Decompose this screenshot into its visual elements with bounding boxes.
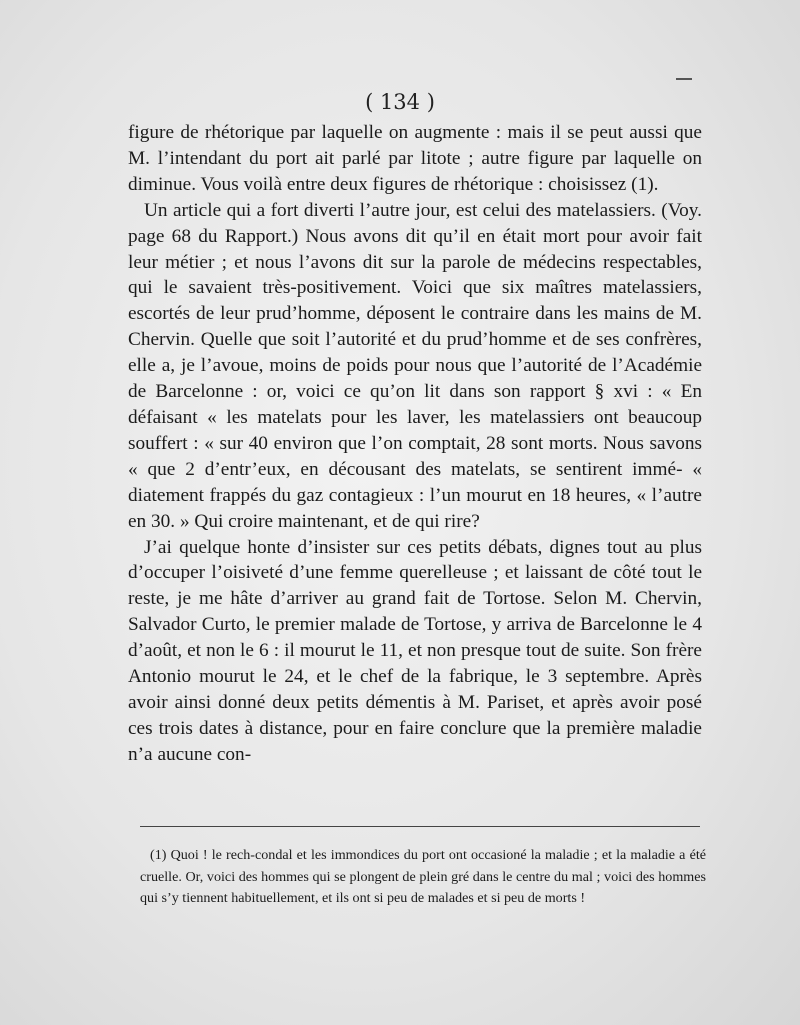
paragraph-2: Un article qui a fort diverti l’autre jour, est celui des matelassiers. (Voy. page 68 du Rapport.) Nous avons dit qu’il en était mort pour avoir fait leur métier ; et nous l’avons dit sur la parole de médecins respectables, qui le savaient très-positivement. Voici que six maîtres matelassiers, escortés de leur prud’homme, déposent le contraire dans les mains de M. Chervin. Quelle que soit l’autorité et du prud’homme et de ses confrères, elle a, je l’avoue, moins de poids pour nous que l’autorité de l’Académie de Barcelonne : or, voici ce qu’on lit dans son rapport § xvi : « En défaisant « les matelats pour les laver, les matelassiers ont beaucoup souffert : « sur 40 environ que l’on comptait, 28 sont morts. Nous savons « que 2 d’entr’eux, en décousant des matelats, se sentirent immé- « diatement frappés du gaz contagieux : l’un mourut en 18 heures, « l’autre en 30. » Qui croire maintenant, et de qui rire?	[128, 199, 702, 532]
corner-mark	[676, 78, 692, 80]
paragraph-3: J’ai quelque honte d’insister sur ces petits débats, dignes tout au plus d’occuper l’oisiveté d’une femme querelleuse ; et laissant de côté tout le reste, je me hâte d’arriver au grand fait de Tortose. Selon M. Chervin, Salvador Curto, le premier malade de Tortose, y arriva de Barcelonne le 4 d’août, et non le 6 : il mourut le 11, et non presque tout de suite. Son frère Antonio mourut le 24, et le chef de la fabrique, le 3 septembre. Après avoir ainsi donné deux petits démentis à M. Pariset, et après avoir posé ces trois dates à distance, pour en faire conclure que la première maladie n’a aucune con-	[128, 536, 702, 765]
body-text	[128, 120, 702, 768]
paragraph-1: figure de rhétorique par laquelle on augmente : mais il se peut aussi que M. l’intendant du port ait parlé par litote ; autre figure par laquelle on diminue. Vous voilà entre deux figures de rhétorique : choisissez (1).	[128, 122, 702, 195]
footnote-text: (1) Quoi ! le rech-condal et les immondices du port ont occasioné la maladie ; et la maladie a été cruelle. Or, voici des hommes qui se plongent de plein gré dans le centre du mal ; voici des hommes qui s’y tiennent habituellement, et ils ont si peu de malades et si peu de morts !	[140, 847, 706, 906]
footnote	[140, 845, 706, 910]
footnote-rule	[140, 826, 700, 827]
page-number: ( 134 )	[365, 90, 435, 114]
